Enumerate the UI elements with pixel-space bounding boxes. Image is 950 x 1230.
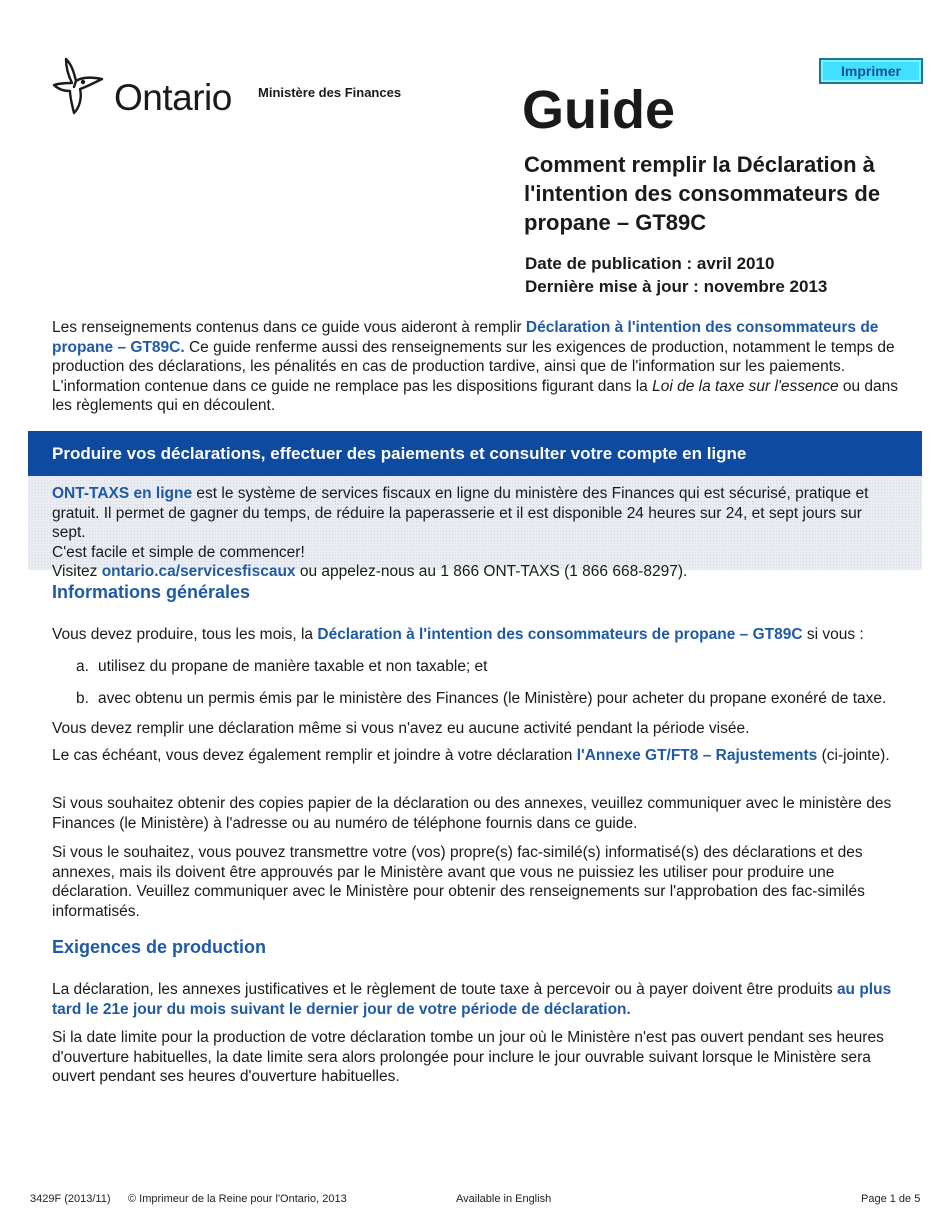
section-heading-general: Informations générales bbox=[52, 582, 251, 602]
ministry-name: Ministère des Finances bbox=[258, 85, 402, 100]
general-paragraph-4: Si vous souhaitez obtenir des copies papier de la déclaration ou des annexes, veuillez communiquer avec le ministère des Finances (le Ministère) à l'adresse ou au numéro de téléphone fournis dans ce guide. bbox=[52, 795, 892, 832]
general-text: (ci-jointe). bbox=[817, 747, 890, 764]
intro-text: ou dans les règlements qui en découlent. bbox=[52, 377, 899, 414]
list-marker: a. bbox=[76, 658, 89, 675]
online-text: est le système de services fiscaux en ligne du ministère des Finances qui est sécurisé, pratique et gratuit. Il permet de gagner du temps, de réduire la paperasserie et il est disponible 24 heures sur 24, et sept jours sur sept. bbox=[52, 485, 869, 541]
print-button[interactable]: Imprimer bbox=[819, 58, 923, 84]
online-contact-text bbox=[52, 562, 898, 582]
online-services-banner: Produire vos déclarations, effectuer des paiements et consulter votre compte en ligne bbox=[28, 431, 922, 476]
intro-text: Ce guide renferme aussi des renseignements sur les exigences de production, notamment le temps de production des déclarations, les pénalités en cas de production tardive, ainsi que de l'information sur les paiements. L'information contenue dans ce guide ne remplace pas les dispositions figurant dans la bbox=[52, 338, 895, 395]
available-in-english: Available in English bbox=[456, 1193, 552, 1205]
production-paragraph-2: Si la date limite pour la production de votre déclaration tombe un jour où le Ministère n'est pas ouvert pendant ses heures d'ouverture habituelles, la date limite sera alors prolongée pour inclure le jour ouvrable suivant lorsque le Ministère sera ouvert pendant ses heures d'ouverture habituelles. bbox=[52, 1029, 884, 1085]
page-subtitle: Comment remplir la Déclaration à l'intention des consommateurs de propane – GT89C bbox=[524, 152, 881, 235]
general-paragraph-2: Vous devez remplir une déclaration même si vous n'avez eu aucune activité pendant la période visée. bbox=[52, 720, 750, 737]
publication-dates bbox=[525, 252, 827, 298]
list-text: avec obtenu un permis émis par le ministère des Finances (le Ministère) pour acheter du propane exonéré de taxe. bbox=[98, 690, 887, 707]
law-title: Loi de la taxe sur l'essence bbox=[652, 377, 839, 395]
form-code: 3429F (2013/11) bbox=[30, 1193, 111, 1205]
production-text: La déclaration, les annexes justificatives et le règlement de toute taxe à percevoir ou à payer doivent être produits bbox=[52, 981, 837, 998]
list-text: utilisez du propane de manière taxable et non taxable; et bbox=[98, 658, 488, 675]
online-services-text bbox=[52, 484, 898, 543]
trillium-icon bbox=[52, 55, 114, 119]
ont-taxs-link[interactable]: ONT-TAXS en ligne bbox=[52, 485, 193, 502]
section-heading-production: Exigences de production bbox=[52, 937, 267, 957]
ontario-logo bbox=[52, 55, 242, 125]
copyright: © Imprimeur de la Reine pour l'Ontario, 2013 bbox=[128, 1193, 347, 1205]
deadline-link[interactable]: au plus tard le 21e jour du mois suivant le dernier jour de votre période de déclaration. bbox=[52, 981, 892, 1018]
form-gt89c-link[interactable]: Déclaration à l'intention des consommateurs de propane – GT89C. bbox=[52, 319, 879, 356]
intro-paragraph bbox=[52, 318, 902, 416]
production-paragraph-1 bbox=[52, 980, 902, 1019]
list-item bbox=[76, 689, 886, 709]
general-text: si vous : bbox=[802, 626, 864, 643]
visit-text: Visitez bbox=[52, 563, 102, 580]
list-marker: b. bbox=[76, 690, 89, 707]
online-easy-text: C'est facile et simple de commencer! bbox=[52, 543, 305, 561]
schedule-gt-ft8-link[interactable]: l'Annexe GT/FT8 – Rajustements bbox=[576, 747, 818, 764]
last-updated-date: Dernière mise à jour : novembre 2013 bbox=[525, 277, 828, 296]
list-item bbox=[76, 657, 487, 677]
page-title: Guide bbox=[522, 80, 676, 140]
general-paragraph-5: Si vous le souhaitez, vous pouvez transmettre votre (vos) propre(s) fac-similé(s) informatisé(s) des déclarations et des annexes, mais ils doivent être approuvés par le Ministère avant que vous ne puissiez les utiliser pour produire une déclaration. Veuillez communiquer avec le Ministère pour obtenir des renseignements sur l'approbation des fac-similés informatisés. bbox=[52, 844, 865, 920]
tax-services-link[interactable]: ontario.ca/servicesfiscaux bbox=[101, 563, 296, 580]
logo-wordmark: Ontario bbox=[114, 77, 232, 118]
intro-text: Les renseignements contenus dans ce guide vous aideront à remplir bbox=[52, 319, 526, 336]
general-text: Le cas échéant, vous devez également remplir et joindre à votre déclaration bbox=[52, 747, 577, 764]
phone-text: ou appelez-nous au 1 866 ONT-TAXS (1 866 668-8297). bbox=[295, 563, 688, 580]
page-number: Page 1 de 5 bbox=[861, 1193, 921, 1205]
general-text: Vous devez produire, tous les mois, la bbox=[52, 626, 318, 643]
publication-date: Date de publication : avril 2010 bbox=[525, 254, 775, 273]
form-gt89c-link[interactable]: Déclaration à l'intention des consommateurs de propane – GT89C bbox=[317, 626, 803, 643]
online-services-box bbox=[28, 476, 922, 580]
general-paragraph-1 bbox=[52, 625, 902, 645]
general-paragraph-3 bbox=[52, 746, 902, 766]
